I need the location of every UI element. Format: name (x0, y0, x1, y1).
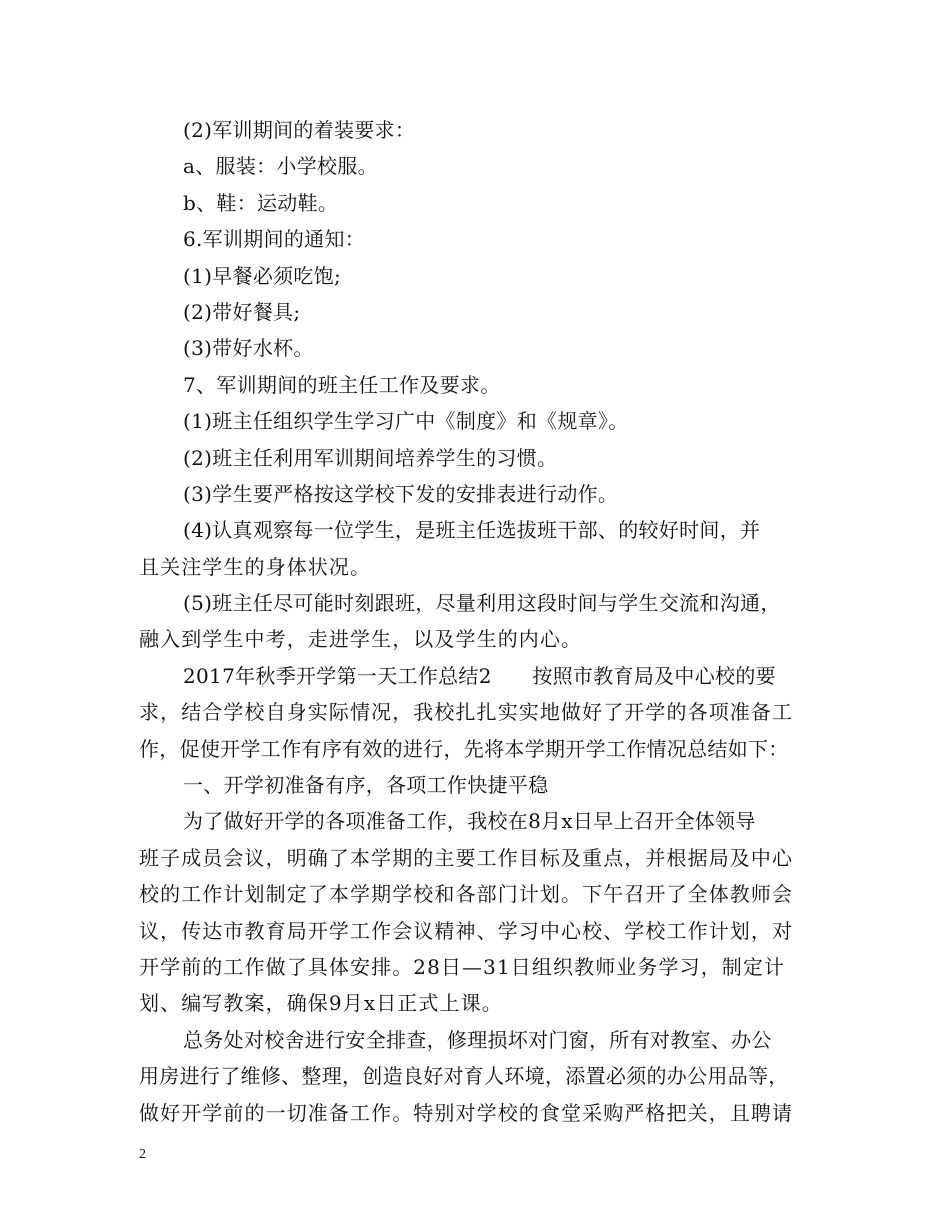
text-line: (2)军训期间的着装要求： (183, 118, 416, 142)
text-line: (3)学生要严格按这学校下发的安排表进行动作。 (183, 481, 619, 506)
text-line: 校的工作计划制定了本学期学校和各部门计划。下午召开了全体教师会 (139, 882, 794, 907)
text-line: 班子成员会议，明确了本学期的主要工作目标及重点，并根据局及中心 (139, 845, 794, 870)
text-line: (1)班主任组织学生学习广中《制度》和《规章》。 (183, 409, 629, 434)
document-body (139, 112, 829, 1131)
section-heading: 一、开学初准备有序，各项工作快捷平稳 (183, 773, 549, 798)
text-line: 用房进行了维修、整理，创造良好对育人环境，添置必须的办公用品等， (139, 1064, 789, 1089)
text-line: 求，结合学校自身实际情况，我校扎扎实实地做好了开学的各项准备工 (139, 700, 794, 725)
text-line: 2017年秋季开学第一天工作总结2 按照市教育局及中心校的要 (183, 663, 776, 688)
text-line: (2)带好餐具; (183, 299, 301, 324)
text-line: 议，传达市教育局开学工作会议精神、学习中心校、学校工作计划，对 (139, 918, 794, 943)
text-line: 融入到学生中考，走进学生，以及学生的内心。 (139, 627, 583, 652)
text-line: 6.军训期间的通知： (183, 227, 366, 252)
text-line: (1)早餐必须吃饱; (183, 263, 342, 288)
page-number: 2 (139, 1147, 146, 1162)
text-line: 作，促使开学工作有序有效的进行，先将本学期开学工作情况总结如下： (139, 736, 789, 761)
text-line: (2)班主任利用军训期间培养学生的习惯。 (183, 445, 558, 470)
text-line: 7、军训期间的班主任工作及要求。 (183, 372, 501, 397)
text-line: 为了做好开学的各项准备工作，我校在8月x日早上召开全体领导 (183, 809, 756, 834)
text-line: a、服装：小学校服。 (183, 154, 378, 179)
text-line: 做好开学前的一切准备工作。特别对学校的食堂采购严格把关，且聘请 (139, 1100, 794, 1125)
text-line: (4)认真观察每一位学生，是班主任选拔班干部、的较好时间，并 (183, 518, 761, 543)
text-line: 划、编写教案，确保9月x日正式上课。 (139, 991, 503, 1016)
text-line: (3)带好水杯。 (183, 336, 314, 361)
text-line: 开学前的工作做了具体安排。28日—31日组织教师业务学习，制定计 (139, 954, 786, 979)
text-line: 总务处对校舍进行安全排查，修理损坏对门窗，所有对教室、办公 (183, 1027, 772, 1052)
text-line: b、鞋：运动鞋。 (183, 190, 339, 215)
text-line: (5)班主任尽可能时刻跟班，尽量利用这段时间与学生交流和沟通， (183, 591, 781, 616)
text-line: 且关注学生的身体状况。 (139, 554, 372, 579)
